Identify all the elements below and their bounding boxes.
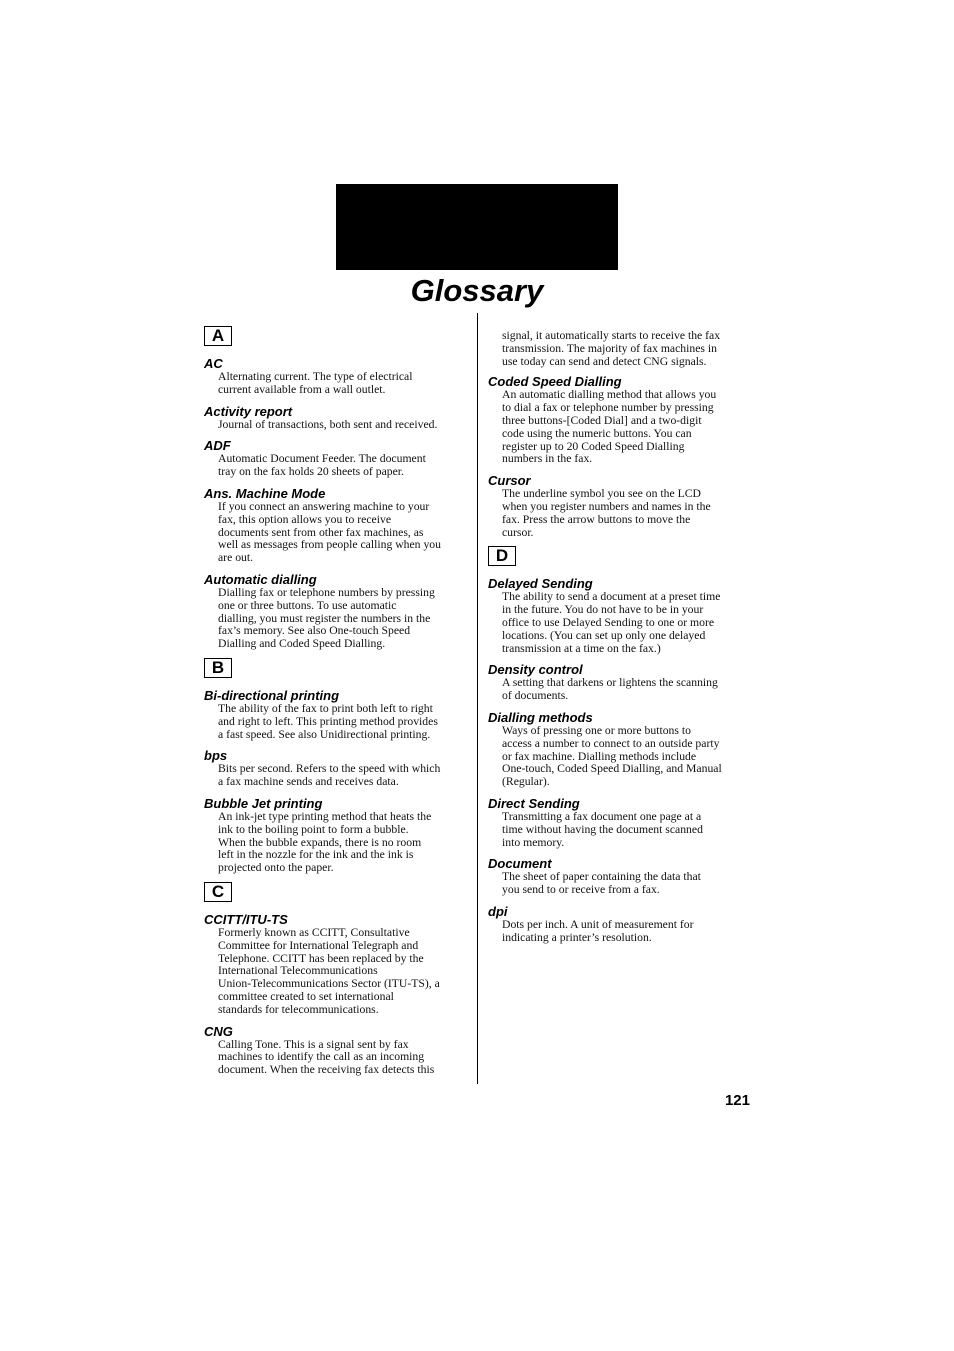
glossary-entry [488,710,753,789]
glossary-definition: Automatic Document Feeder. The document tray on the fax holds 20 sheets of paper. [218,452,426,479]
glossary-term: Ans. Machine Mode [204,485,326,501]
glossary-definition: Bits per second. Refers to the speed with which a fax machine sends and receives data. [218,762,441,789]
glossary-definition: An automatic dialling method that allows you to dial a fax or telephone number by pressing three buttons-[Coded Dial] and a two-digit code using the numeric buttons. You can register up to 20 Coded Speed Dialling numbers in the fax. [502,388,717,466]
glossary-entry [488,662,753,703]
page-number: 121 [724,1092,750,1109]
glossary-definition: Ways of pressing one or more buttons to access a number to connect to an outside party or fax machine. Dialling methods include One-touch, Coded Speed Dialling, and Manual (Regular). [502,723,722,789]
glossary-term: dpi [488,903,508,919]
glossary-term: Activity report [204,403,293,419]
glossary-term: CCITT/ITU-TS [204,911,288,927]
section-letter-a: A [204,326,232,346]
page-title: Glossary [410,273,544,308]
glossary-term: Dialling methods [488,709,593,725]
glossary-entry [204,748,470,789]
glossary-term: Density control [488,662,583,678]
glossary-term: Bi-directional printing [204,687,340,703]
glossary-definition: The ability of the fax to print both left to right and right to left. This printing method provides a fast speed. See also Unidirectional printing. [218,701,438,741]
glossary-definition: Transmitting a fax document one page at a time without having the document scanned into memory. [502,809,703,849]
glossary-entry [488,473,753,539]
glossary-definition: Formerly known as CCITT, Consultative Committee for International Telegraph and Telephone. CCITT has been replaced by the International Telecommunications Union-Telecommunications Sector (ITU-TS), a committee created to set international standards for telecommunications. [218,925,440,1016]
glossary-definition: The ability to send a document at a preset time in the future. You do not have to be in your office to use Delayed Sending to one or more locations. (You can set up only one delayed transmission at a time on the fax.) [502,590,721,655]
glossary-term: Document [488,856,552,872]
glossary-term: Coded Speed Dialling [488,374,622,390]
glossary-entry [204,404,470,432]
glossary-term: Automatic dialling [204,571,317,587]
glossary-term: bps [204,748,228,764]
glossary-entry [204,912,470,1017]
column-divider [477,313,478,1084]
glossary-term: CNG [204,1023,233,1039]
glossary-entry [488,856,753,897]
glossary-term: Direct Sending [488,795,580,811]
chapter-header-block [336,184,618,270]
glossary-entry [488,904,753,945]
glossary-entry [488,374,753,466]
glossary-entry [488,796,753,849]
glossary-term: Cursor [488,473,531,489]
glossary-definition: If you connect an answering machine to your fax, this option allows you to receive documents sent from other fax machines, as well as messages from people calling when you are out. [218,499,441,565]
glossary-entry [204,796,470,875]
glossary-term: Delayed Sending [488,576,593,592]
glossary-definition: An ink-jet type printing method that heats the ink to the boiling point to form a bubble. When the bubble expands, there is no room left in the nozzle for the ink and the ink is projected onto the paper. [218,809,432,875]
glossary-entry [204,486,470,565]
glossary-definition: Dots per inch. A unit of measurement for indicating a printer’s resolution. [502,917,694,944]
right-column [488,327,753,952]
glossary-entry [204,356,470,397]
section-letter-b: B [204,658,232,678]
glossary-entry [204,572,470,651]
glossary-definition: Calling Tone. This is a signal sent by fax machines to identify the call as an incoming document. When the receiving fax detects this [218,1037,435,1077]
glossary-definition: Dialling fax or telephone numbers by pressing one or three buttons. To use automatic dialling, you must register the numbers in the fax’s memory. See also One-touch Speed Dialling and Coded Speed Dialling. [218,585,435,651]
glossary-term: Bubble Jet printing [204,795,323,811]
section-letter-c: C [204,882,232,902]
glossary-entry [204,1024,470,1077]
glossary-definition: Journal of transactions, both sent and received. [218,417,438,431]
glossary-term: ADF [204,438,231,454]
glossary-entry [204,438,470,479]
glossary-entry [204,688,470,741]
left-column [204,322,470,1084]
glossary-definition: Alternating current. The type of electrical current available from a wall outlet. [218,370,413,396]
glossary-definition: The underline symbol you see on the LCD when you register numbers and names in the fax. Press the arrow buttons to move the cursor. [502,487,711,539]
glossary-definition: The sheet of paper containing the data that you send to or receive from a fax. [502,870,701,897]
glossary-definition: A setting that darkens or lightens the scanning of documents. [502,676,718,703]
section-letter-d: D [488,546,516,566]
glossary-entry [488,576,753,655]
glossary-term: AC [204,356,223,371]
glossary-definition-continued: signal, it automatically starts to receive the fax transmission. The majority of fax machines in use today can send and detect CNG signals. [502,329,721,368]
